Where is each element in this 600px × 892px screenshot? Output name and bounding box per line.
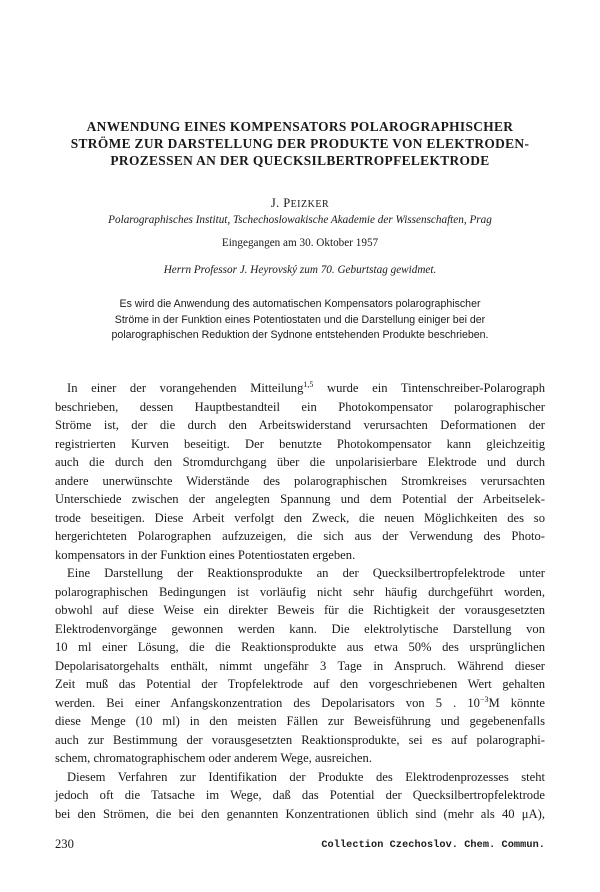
body-line [55,694,545,713]
body-line [55,379,545,398]
text-run: In einer der vorangehenden Mitteilung [67,381,304,395]
body-line: trode beseitigen. Diese Arbeit verfolgt den Zweck, die neuen Möglichkeiten des so [55,510,545,525]
body-line: kompensators in der Funktion eines Potentiostaten ergeben. [55,547,356,562]
author-name [0,196,600,211]
body-line: Ströme ist, der die durch den Arbeitswiderstand verursachten Deformationen der [55,418,545,432]
body-line: beschrieben, dessen Hauptbestandteil ein Photokompensator polarographischer [55,399,545,414]
abstract-line: polarographischen Reduktion der Sydnone entstehenden Produkte beschrieben. [111,329,489,341]
body-line: Depolarisatorgehalts enthält, nimmt ungefähr 3 Tage in Anspruch. Während dieser [55,658,545,673]
dedication: Herrn Professor J. Heyrovský zum 70. Geburtstag gewidmet. [163,264,437,276]
title-line: ANWENDUNG EINES KOMPENSATORS POLAROGRAPHISCHER [86,119,514,134]
exponent-superscript: −3 [479,694,489,704]
abstract-line: Es wird die Anwendung des automatischen Kompensators polarographischer [119,298,481,310]
body-line: bei den Strömen, die bei den genannten Konzentrationen üblich sind (mehr als 40 μA), [55,806,545,821]
body-line: Zeit muß das Potential der Tropfelektrode auf den vorgeschriebenen Wert gehalten [55,677,545,691]
title-line: STRÖME ZUR DARSTELLUNG DER PRODUKTE VON ELEKTRODEN- [70,136,530,151]
text-run: M könnte [488,695,546,710]
body-line: schem, chromatographischem oder anderem Wege, ausreichen. [55,751,372,765]
text-run: werden. Bei einer Anfangskonzentration des Depolarisators von 5 . 10 [55,695,480,710]
abstract-line: Ströme in der Funktion eines Potentiostaten und die Darstellung einiger bei der [114,313,486,326]
received-date: Eingegangen am 30. Oktober 1957 [221,237,379,249]
body-line: Elektrodenvorgänge gewonnen werden kann. Die elektrolytische Darstellung von [55,621,545,636]
page-number: 230 [55,837,74,851]
body-line: diese Menge (10 ml) in den meisten Fällen zur Beweisführung und gegebenenfalls [55,714,545,728]
body-line: Unterschiede zwischen der angelegten Spannung und dem Potential der Arbeitselek- [55,492,545,506]
body-line: jedoch oft die Tatsache im Wege, daß das Potential der Quecksilbertropfelektrode [55,788,545,802]
body-line: polarographischen Bedingungen ist vorläufig nicht sehr häufig durchgeführt worden, [55,584,545,599]
author-surname: EIZKER [290,199,330,210]
body-line: auch zur Bestimmung der vorausgesetzten Reaktionsprodukte, sei es auf polarographi- [55,732,545,747]
author-initial: J. P [270,196,291,210]
body-line: 10 ml einer Lösung, die die Reaktionsprodukte aus etwa 50% des ursprünglichen [55,640,545,654]
body-text [55,379,545,823]
body-line: Eine Darstellung der Reaktionsprodukte an der Quecksilbertropfelektrode unter [67,566,545,580]
reference-superscript: 1,5 [303,380,314,389]
body-line: registrierten Kurven beseitigt. Der benutzte Photokompensator kann gleichzeitig [55,436,545,451]
body-line: hergerichteten Polarographen aufzuzeigen, die sich aus der Verwendung des Photo- [55,529,545,543]
article-title [40,118,560,169]
affiliation: Polarographisches Institut, Tschechoslowakische Akademie der Wissenschaften, Prag [108,214,492,226]
journal-name: Collection Czechoslov. Chem. Commun. [321,840,545,851]
text-run: wurde ein Tintenschreiber-Polarograph [313,381,546,395]
body-line: Diesem Verfahren zur Identifikation der Produkte des Elektrodenprozesses steht [67,769,545,784]
title-line: PROZESSEN AN DER QUECKSILBERTROPFELEKTRODE [110,153,490,168]
body-line: auch die durch den Stromdurchgang über die unpolarisierbare Elektrode und durch [55,455,545,469]
body-line: andere unerwünschte Widerstände des polarographischen Stromkreises verursachten [55,473,545,488]
abstract [60,297,540,344]
body-line: obwohl auf diese Weise ein direkter Beweis für die Richtigkeit der vorausgesetzten [55,603,545,617]
